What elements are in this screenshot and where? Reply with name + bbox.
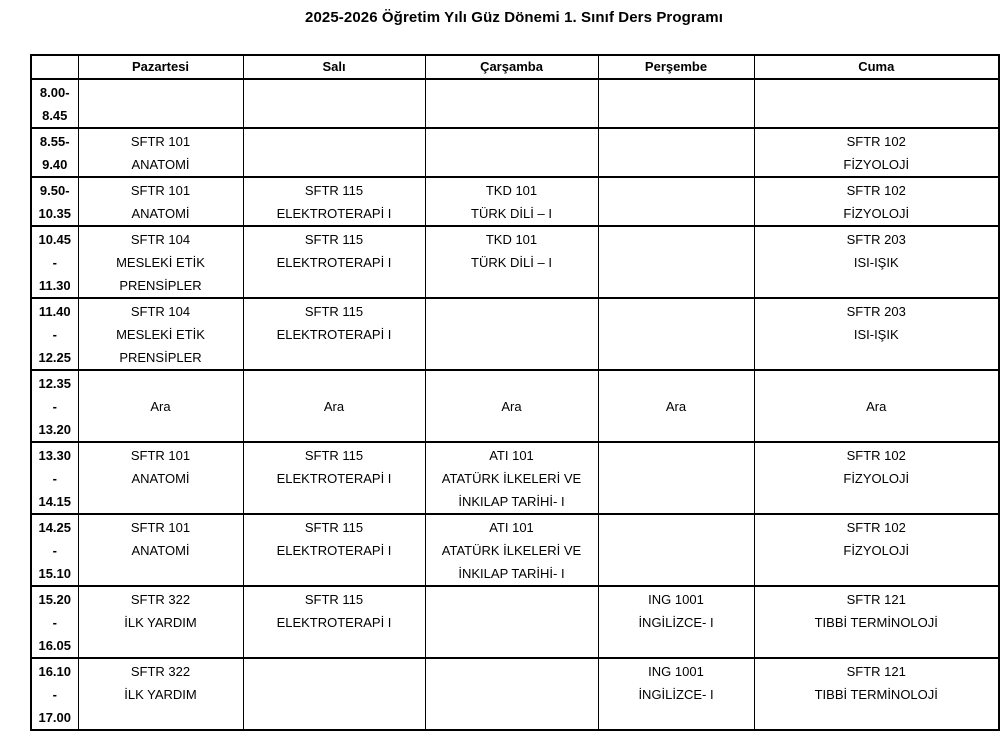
schedule-row-8 xyxy=(31,586,999,658)
empty-cell xyxy=(243,128,425,177)
schedule-row-1 xyxy=(31,128,999,177)
time-slot: 10.45 - 11.30 xyxy=(31,226,78,298)
schedule-row-5 xyxy=(31,370,999,442)
course-cell: SFTR 203 ISI-IŞIK xyxy=(754,226,999,298)
course-cell: SFTR 102 FİZYOLOJİ xyxy=(754,128,999,177)
course-cell: SFTR 322 İLK YARDIM xyxy=(78,586,243,658)
course-cell: SFTR 115 ELEKTROTERAPİ I xyxy=(243,586,425,658)
day-header-4: Perşembe xyxy=(598,55,754,79)
course-cell: SFTR 101 ANATOMİ xyxy=(78,177,243,226)
course-cell: SFTR 121 TIBBİ TERMİNOLOJİ xyxy=(754,658,999,730)
time-slot: 9.50- 10.35 xyxy=(31,177,78,226)
day-header-2: Salı xyxy=(243,55,425,79)
empty-cell xyxy=(598,128,754,177)
course-cell: SFTR 203 ISI-IŞIK xyxy=(754,298,999,370)
day-header-1: Pazartesi xyxy=(78,55,243,79)
empty-cell xyxy=(598,177,754,226)
empty-cell xyxy=(425,658,598,730)
break-cell: Ara xyxy=(425,370,598,442)
schedule-row-6 xyxy=(31,442,999,514)
empty-cell xyxy=(598,514,754,586)
course-cell: ATI 101 ATATÜRK İLKELERİ VE İNKILAP TARİHİ- I xyxy=(425,442,598,514)
course-cell: SFTR 104 MESLEKİ ETİK PRENSİPLER xyxy=(78,226,243,298)
course-cell: TKD 101 TÜRK DİLİ – I xyxy=(425,177,598,226)
empty-cell xyxy=(425,79,598,128)
course-cell: TKD 101 TÜRK DİLİ – I xyxy=(425,226,598,298)
schedule-row-3 xyxy=(31,226,999,298)
empty-cell xyxy=(425,298,598,370)
course-cell: ING 1001 İNGİLİZCE- I xyxy=(598,586,754,658)
schedule-row-0 xyxy=(31,79,999,128)
header-row xyxy=(31,55,999,79)
time-slot: 8.00- 8.45 xyxy=(31,79,78,128)
time-slot: 15.20 - 16.05 xyxy=(31,586,78,658)
empty-cell xyxy=(243,79,425,128)
time-slot: 13.30 - 14.15 xyxy=(31,442,78,514)
time-slot: 14.25 - 15.10 xyxy=(31,514,78,586)
time-slot: 16.10 - 17.00 xyxy=(31,658,78,730)
course-cell: SFTR 101 ANATOMİ xyxy=(78,128,243,177)
day-header-3: Çarşamba xyxy=(425,55,598,79)
course-cell: SFTR 104 MESLEKİ ETİK PRENSİPLER xyxy=(78,298,243,370)
day-header-5: Cuma xyxy=(754,55,999,79)
empty-cell xyxy=(598,79,754,128)
empty-cell xyxy=(754,79,999,128)
empty-cell xyxy=(425,128,598,177)
course-cell: SFTR 101 ANATOMİ xyxy=(78,514,243,586)
page-title: 2025-2026 Öğretim Yılı Güz Dönemi 1. Sınıf Ders Programı xyxy=(305,9,723,26)
course-cell: SFTR 101 ANATOMİ xyxy=(78,442,243,514)
course-cell: SFTR 102 FİZYOLOJİ xyxy=(754,514,999,586)
empty-cell xyxy=(598,226,754,298)
break-cell: Ara xyxy=(598,370,754,442)
time-column-header xyxy=(31,55,78,79)
break-cell: Ara xyxy=(754,370,999,442)
break-cell: Ara xyxy=(243,370,425,442)
schedule-row-9 xyxy=(31,658,999,730)
course-cell: ING 1001 İNGİLİZCE- I xyxy=(598,658,754,730)
course-cell: SFTR 115 ELEKTROTERAPİ I xyxy=(243,442,425,514)
course-cell: SFTR 115 ELEKTROTERAPİ I xyxy=(243,514,425,586)
schedule-table xyxy=(30,54,1000,731)
time-slot: 11.40 - 12.25 xyxy=(31,298,78,370)
course-cell: SFTR 121 TIBBİ TERMİNOLOJİ xyxy=(754,586,999,658)
course-cell: SFTR 102 FİZYOLOJİ xyxy=(754,177,999,226)
schedule-row-7 xyxy=(31,514,999,586)
empty-cell xyxy=(598,298,754,370)
course-cell: SFTR 102 FİZYOLOJİ xyxy=(754,442,999,514)
empty-cell xyxy=(243,658,425,730)
course-cell: SFTR 115 ELEKTROTERAPİ I xyxy=(243,226,425,298)
empty-cell xyxy=(598,442,754,514)
course-cell: SFTR 115 ELEKTROTERAPİ I xyxy=(243,177,425,226)
empty-cell xyxy=(78,79,243,128)
course-cell: SFTR 322 İLK YARDIM xyxy=(78,658,243,730)
course-cell: ATI 101 ATATÜRK İLKELERİ VE İNKILAP TARİHİ- I xyxy=(425,514,598,586)
course-cell: SFTR 115 ELEKTROTERAPİ I xyxy=(243,298,425,370)
schedule-row-4 xyxy=(31,298,999,370)
empty-cell xyxy=(425,586,598,658)
time-slot: 12.35 - 13.20 xyxy=(31,370,78,442)
schedule-row-2 xyxy=(31,177,999,226)
break-cell: Ara xyxy=(78,370,243,442)
time-slot: 8.55- 9.40 xyxy=(31,128,78,177)
